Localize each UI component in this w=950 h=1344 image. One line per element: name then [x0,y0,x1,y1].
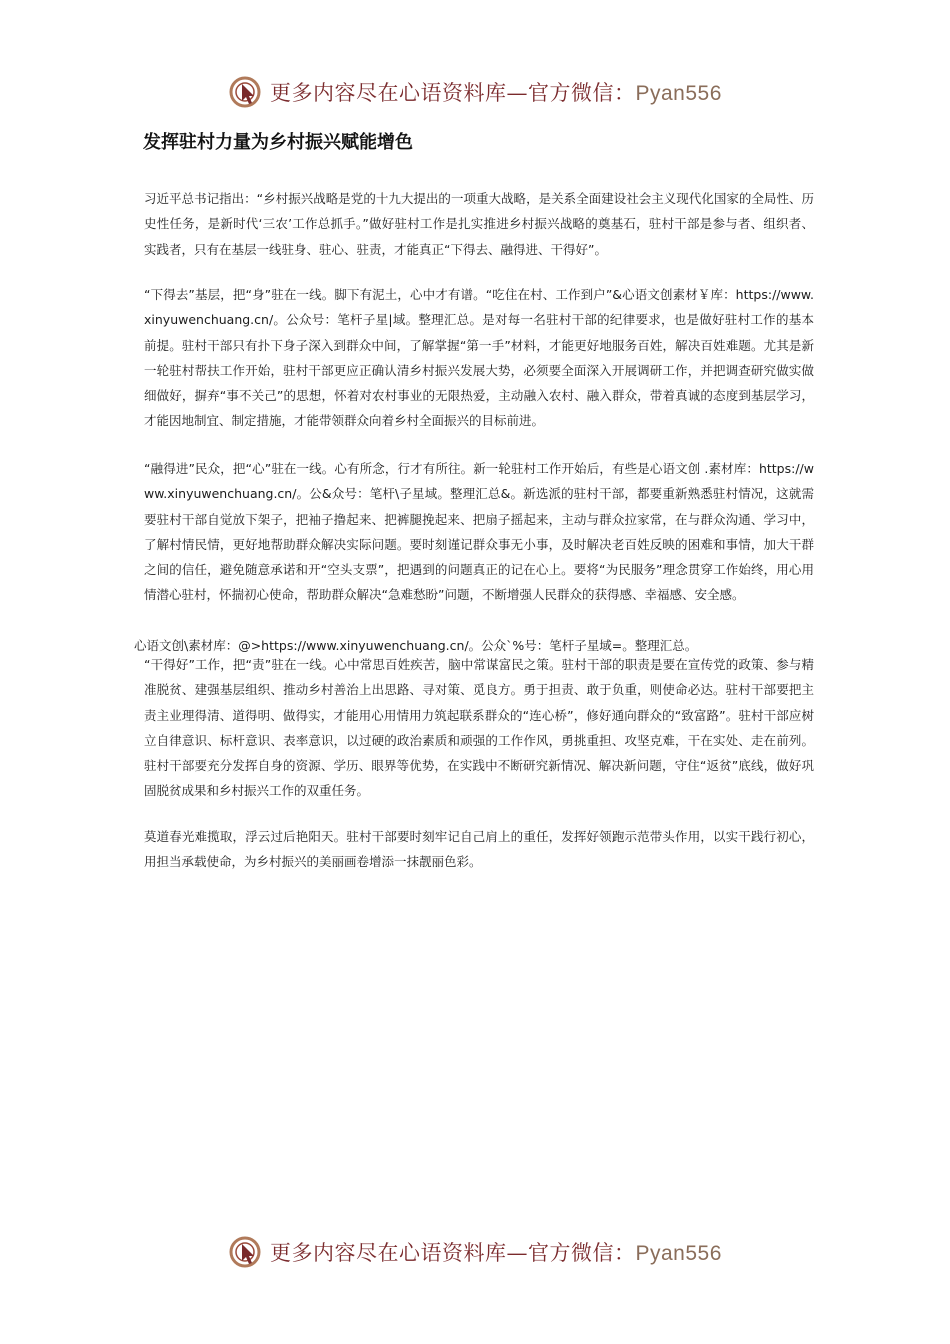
paragraph-xia-de-qu: “下得去”基层，把“身”驻在一线。脚下有泥土，心中才有谱。“吃住在村、工作到户”&心语文创素材￥库：https://www.xinyuwenchuang.cn/。公众号：笔杆子星|域。整理汇总。是对每一名驻村干部的纪律要求，也是做好驻村工作的基本前提。驻村干部只有扑下身子深入到群众中间，了解掌握“第一手”材料，才能更好地服务百姓，解决百姓难题。尤其是新一轮驻村帮扶工作开始，驻村干部更应正确认清乡村振兴发展大势，必须要全面深入开展调研工作，并把调查研究做实做细做好，摒弃“事不关己”的思想，怀着对农村事业的无限热爱，主动融入农村、融入群众，带着真诚的态度到基层学习，才能因地制宜、制定措施，才能带领群众向着乡村全面振兴的目标前进。 [144,287,814,429]
header-banner [228,72,722,112]
paragraph-conclusion: 莫道春光难揽取，浮云过后艳阳天。驻村干部要时刻牢记自己肩上的重任，发挥好领跑示范带头作用，以实干践行初心， 用担当承载使命，为乡村振兴的美丽画卷增添一抹靓丽色彩。 [144,829,814,870]
mouse-cursor-logo-icon [228,74,264,110]
banner-wechat-id: Pyan556 [635,1242,722,1265]
paragraph-rong-de-jin: “融得进”民众，把“心”驻在一线。心有所念，行才有所往。新一轮驻村工作开始后，有些是心语文创 .素材库：https://www.xinyuwenchuang.cn/。公&众号：笔杆\子星域。整理汇总&。新选派的驻村干部，都要重新熟悉驻村情况，这就需要驻村干部自觉放下架子，把袖子撸起来、把裤腿挽起来、把扇子摇起来，主动与群众拉家常，在与群众沟通、学习中，了解村情民情，更好地帮助群众解决实际问题。要时刻谨记群众事无小事，及时解决老百姓反映的困难和事情，加大干群之间的信任，避免随意承诺和开“空头支票”，把遇到的问题真正的记在心上。要将“为民服务”理念贯穿工作始终，用心用情潜心驻村，怀揣初心使命，帮助群众解决“急难愁盼”问题，不断增强人民群众的获得感、幸福感、安全感。 [144,461,814,603]
paragraph-intro: 习近平总书记指出：“乡村振兴战略是党的十九大提出的一项重大战略，是关系全面建设社会主义现代化国家的全局性、历史性任务，是新时代‘三农’工作总抓手。”做好驻村工作是扎实推进乡村振兴战略的奠基石，驻村干部是参与者、组织者、实践者，只有在基层一线驻身、驻心、驻责，才能真正“下得去、融得进、干得好”。 [144,191,814,257]
banner-slogan: 更多内容尽在心语资料库—官方微信： [270,1241,636,1265]
banner-text [270,77,722,107]
banner-slogan: 更多内容尽在心语资料库—官方微信： [270,81,636,105]
document-title: 发挥驻村力量为乡村振兴赋能增色 [143,132,413,153]
banner-text [270,1237,722,1267]
watermark-source-line: 心语文创\素材库：@>https://www.xinyuwenchuang.cn/。公众`%号：笔杆子星域=。整理汇总。 [134,638,698,653]
paragraph-gan-de-hao: “干得好”工作，把“责”驻在一线。心中常思百姓疾苦，脑中常谋富民之策。驻村干部的职责是要在宣传党的政策、参与精准脱贫、建强基层组织、推动乡村善治上出思路、寻对策、觅良方。勇于担责、敢于负重，则使命必达。驻村干部要把主责主业理得清、道得明、做得实，才能用心用情用力筑起联系群众的“连心桥”，修好通向群众的“致富路”。驻村干部应树立自律意识、标杆意识、表率意识，以过硬的政治素质和顽强的工作作风，勇挑重担、攻坚克难，干在实处、走在前列。驻村干部要充分发挥自身的资源、学历、眼界等优势，在实践中不断研究新情况、解决新问题，守住“返贫”底线，做好巩固脱贫成果和乡村振兴工作的双重任务。 [144,657,814,799]
footer-banner [228,1232,722,1272]
mouse-cursor-logo-icon [228,1234,264,1270]
banner-wechat-id: Pyan556 [635,82,722,105]
